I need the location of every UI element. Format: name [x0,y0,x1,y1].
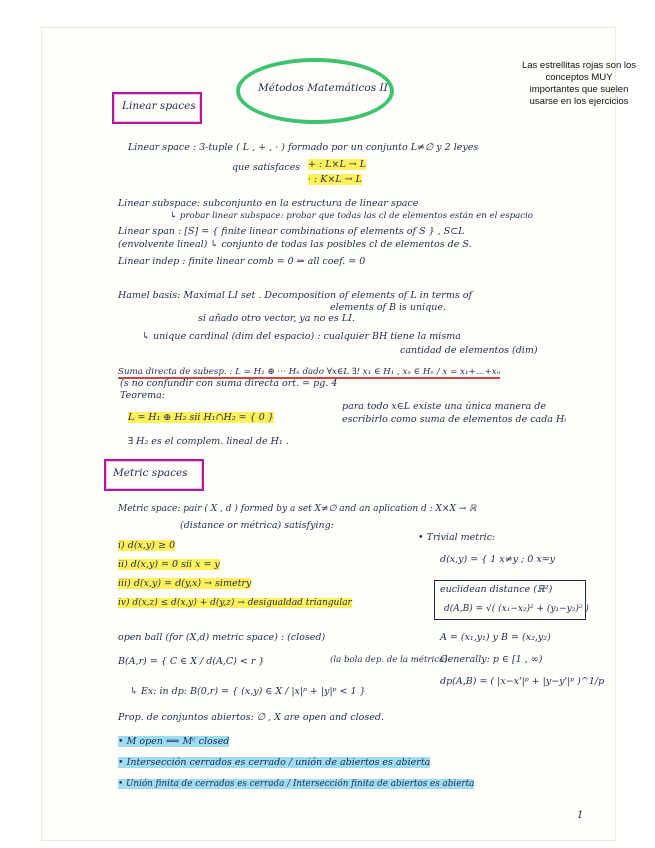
line-generally: Generally: p ∈ [1 , ∞) [440,654,543,665]
euclidean-label: euclidean distance (ℝ²) [440,584,553,595]
line-linear-space: Linear space : 3-tuple ( L , + , · ) formado por un conjunto L≠∅ y 2 leyes [128,142,479,153]
line-complement: ∃ H₂ es el complem. lineal de H₁ . [128,436,289,447]
line-subspace-proof: ↳ probar linear subspace: probar que todas las cl de elementos están en el espacio [170,211,533,221]
axiom-2 [118,559,220,571]
line-theorem: Teorema: [120,390,165,401]
section-heading-metric: Metric spaces [113,467,188,479]
direct-sum-text: Suma directa de subesp. : L = H₁ ⊕ ··· Hₙ dado ∀x∈L ∃! x₁ ∈ H₁ , xₙ ∈ Hₙ / x = x₁+…+xₙ [118,367,501,377]
line-unique-way-2: escribirlo como suma de elementos de cada Hᵢ [342,414,567,425]
bullet-finite-union [118,778,474,790]
trivial-metric-label: • Trivial metric: [418,532,496,543]
bullet-open-closed [118,736,229,748]
trivial-metric-def: d(x,y) = { 1 x≠y ; 0 x=y [440,554,556,565]
line-unique-way: para todo x∈L existe una única manera de [342,401,546,412]
line-law-dot [308,174,362,186]
line-theorem-stmt [128,412,274,424]
law-plus-text: + : L×L → L [308,159,367,170]
line-direct-sum-note: (s no confundir con suma directa ort. = pg. 4 [120,378,338,389]
line-prop-open: Prop. de conjuntos abiertos: ∅ , X are open and closed. [118,712,384,723]
axiom-4-text: iv) d(x,z) ≤ d(x,y) + d(y,z) → desigualdad triangular [118,598,352,608]
line-indep: Linear indep : finite linear comb = 0 ⇒ all coef. = 0 [118,256,366,267]
theorem-stmt-text: L = H₁ ⊕ H₂ sii H₁∩H₂ = { 0 } [128,412,274,423]
line-distance: (distance or métrica) satisfying: [180,520,334,531]
line-satisfies: que satisfaces [232,162,301,173]
line-metric-space: Metric space: pair ( X , d ) formed by a set X≠∅ and an aplication d : X×X → ℝ [118,504,477,514]
law-dot-text: · : K×L → L [308,174,362,185]
axiom-1-text: i) d(x,y) ≥ 0 [118,540,176,551]
bullet-open-closed-text: • M open ⟺ Mᶜ closed [118,736,230,747]
bullet-intersection-text: • Intersección cerrados es cerrado / unión de abiertos es abierta [118,757,431,768]
line-span: Linear span : [S] = { finite linear combinations of elements of S } , S⊂L [118,226,465,237]
bullet-intersection [118,757,430,769]
line-span-note: (envolvente lineal) ↳ conjunto de todas las posibles cl de elementos de S. [118,239,472,250]
line-direct-sum [118,366,500,378]
line-ex-dp: ↳ Ex: in dp: B(0,r) = { (x,y) ∈ X / |x|ᵖ + |y|ᵖ < 1 } [130,686,366,697]
axiom-2-text: ii) d(x,y) = 0 sii x = y [118,559,220,570]
line-ball-def: B(A,r) = { C ∈ X / d(A,C) < r } [118,656,265,667]
page-number: 1 [577,810,584,821]
axiom-3 [118,578,251,590]
section-heading-linear: Linear spaces [122,100,196,112]
line-unique-card-2: cantidad de elementos (dim) [400,345,538,356]
bullet-finite-union-text: • Unión finita de cerrados es cerrada / Intersección finita de abiertos es abierta [118,779,475,789]
line-hamel-2: elements of B is unique. [330,302,447,313]
line-dp: dp(A,B) = ( |x−x'|ᵖ + |y−y'|ᵖ )^1/p [440,676,605,687]
line-subspace: Linear subspace: subconjunto en la estructura de linear space [118,198,419,209]
line-points: A = (x₁,y₁) y B = (x₂,y₂) [440,632,551,643]
axiom-3-text: iii) d(x,y) = d(y,x) → simetry [118,578,252,589]
line-unique-card: ↳ unique cardinal (dim del espacio) : cualquier BH tiene la misma [142,331,461,342]
line-hamel-3: si añado otro vector, ya no es LI. [198,313,355,324]
axiom-4 [118,597,352,609]
line-open-ball: open ball (for (X,d) metric space) : (closed) [118,632,326,643]
axiom-1 [118,540,175,552]
side-note: Las estrellitas rojas son los conceptos MUY importantes que suelen usarse en los ejercicios [521,60,637,107]
line-hamel: Hamel basis: Maximal LI set . Decomposition of elements of L in terms of [118,290,472,301]
page-title: Métodos Matemáticos II [258,82,388,94]
euclidean-formula: d(A,B) = √( (x₁−x₂)² + (y₁−y₂)² ) [444,604,589,614]
line-ball-dep: (la bola dep. de la métrica) [330,655,448,665]
line-law-plus [308,159,366,171]
